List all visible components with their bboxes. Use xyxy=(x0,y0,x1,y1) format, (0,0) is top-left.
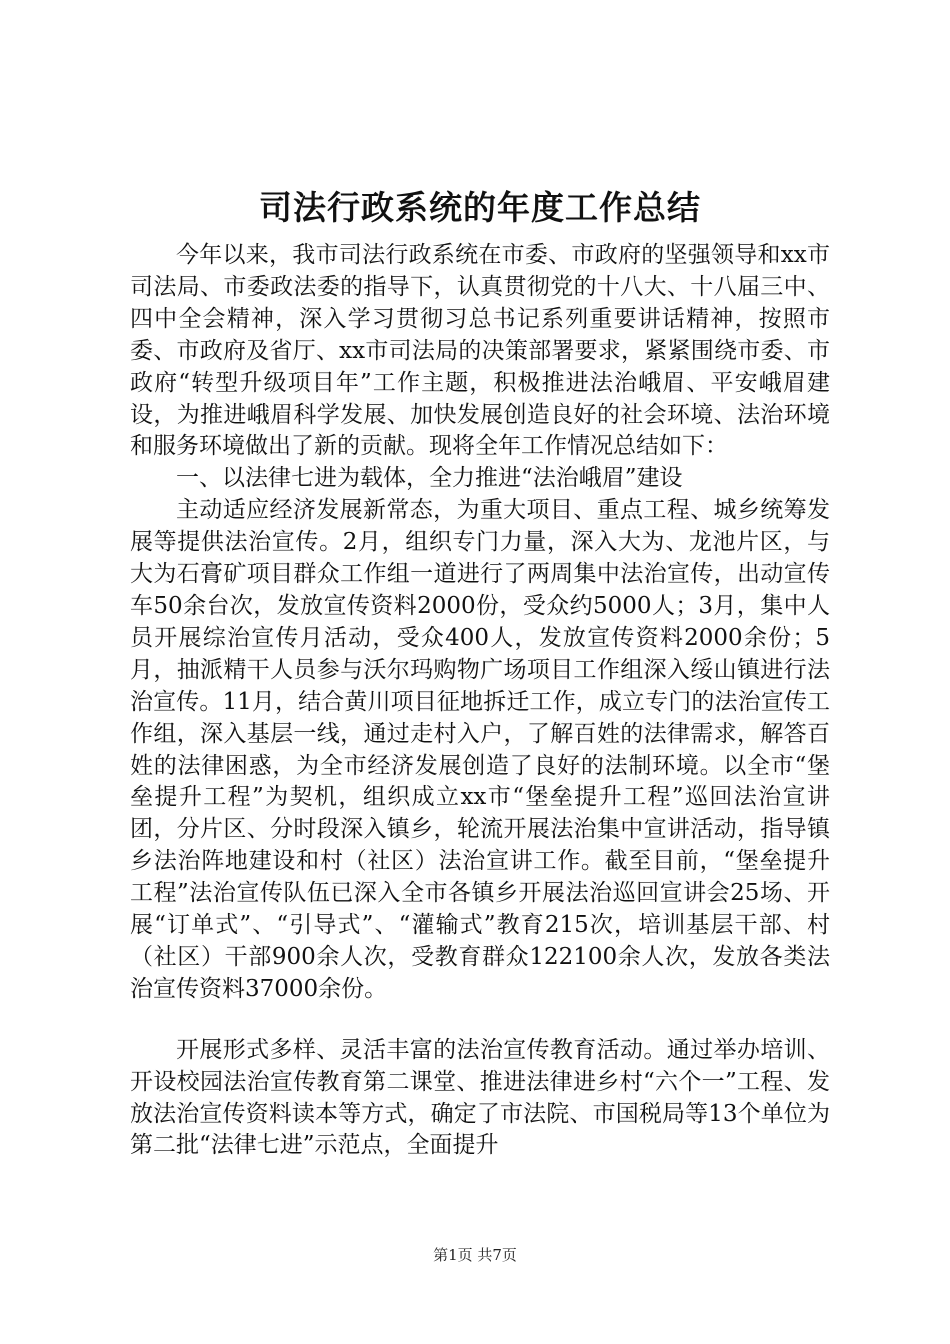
section-1-paragraph-2: 开展形式多样、灵活丰富的法治宣传教育活动。通过举办培训、开设校园法治宣传教育第二课堂、推进法律进乡村“六个一”工程、发放法治宣传资料读本等方式，确定了市法院、市国税局等13个单位为第二批“法律七进”示范点，全面提升 xyxy=(130,1036,830,1159)
section-heading-1: 一、以法律七进为载体，全力推进“法治峨眉”建设 xyxy=(176,465,683,492)
section-1-paragraph-1: 主动适应经济发展新常态，为重大项目、重点工程、城乡统筹发展等提供法治宣传。2月，组织专门力量，深入大为、龙池片区，与大为石膏矿项目群众工作组一道进行了两周集中法治宣传，出动宣传车50余台次，发放宣传资料2000份，受众约5000人；3月，集中人员开展综治宣传月活动，受众400人，发放宣传资料2000余份；5月，抽派精干人员参与沃尔玛购物广场项目工作组深入绥山镇进行法治宣传。11月，结合黄川项目征地拆迁工作，成立专门的法治宣传工作组，深入基层一线，通过走村入户，了解百姓的法律需求，解答百姓的法律困惑，为全市经济发展创造了良好的法制环境。以全市“堡垒提升工程”为契机，组织成立xx市“堡垒提升工程”巡回法治宣讲团，分片区、分时段深入镇乡，轮流开展法治集中宣讲活动，指导镇乡法治阵地建设和村（社区）法治宣讲工作。截至目前，“堡垒提升工程”法治宣传队伍已深入全市各镇乡开展法治巡回宣讲会25场、开展“订单式”、“引导式”、“灌输式”教育215次，培训基层干部、村（社区）干部900余人次，受教育群众122100余人次，发放各类法治宣传资料37000余份。 xyxy=(130,497,830,1002)
intro-paragraph: 今年以来，我市司法行政系统在市委、市政府的坚强领导和xx市司法局、市委政法委的指导下，认真贯彻党的十八大、十八届三中、四中全会精神，深入学习贯彻习总书记系列重要讲话精神，按照市委、市政府及省厅、xx市司法局的决策部署要求，紧紧围绕市委、市政府“转型升级项目年”工作主题，积极推进法治峨眉、平安峨眉建设，为推进峨眉科学发展、加快发展创造良好的社会环境、法治环境和服务环境做出了新的贡献。现将全年工作情况总结如下： xyxy=(130,242,830,460)
document-page xyxy=(130,180,830,1162)
document-title: 司法行政系统的年度工作总结 xyxy=(259,188,701,227)
page-footer: 第1页 共7页 xyxy=(433,1246,517,1264)
